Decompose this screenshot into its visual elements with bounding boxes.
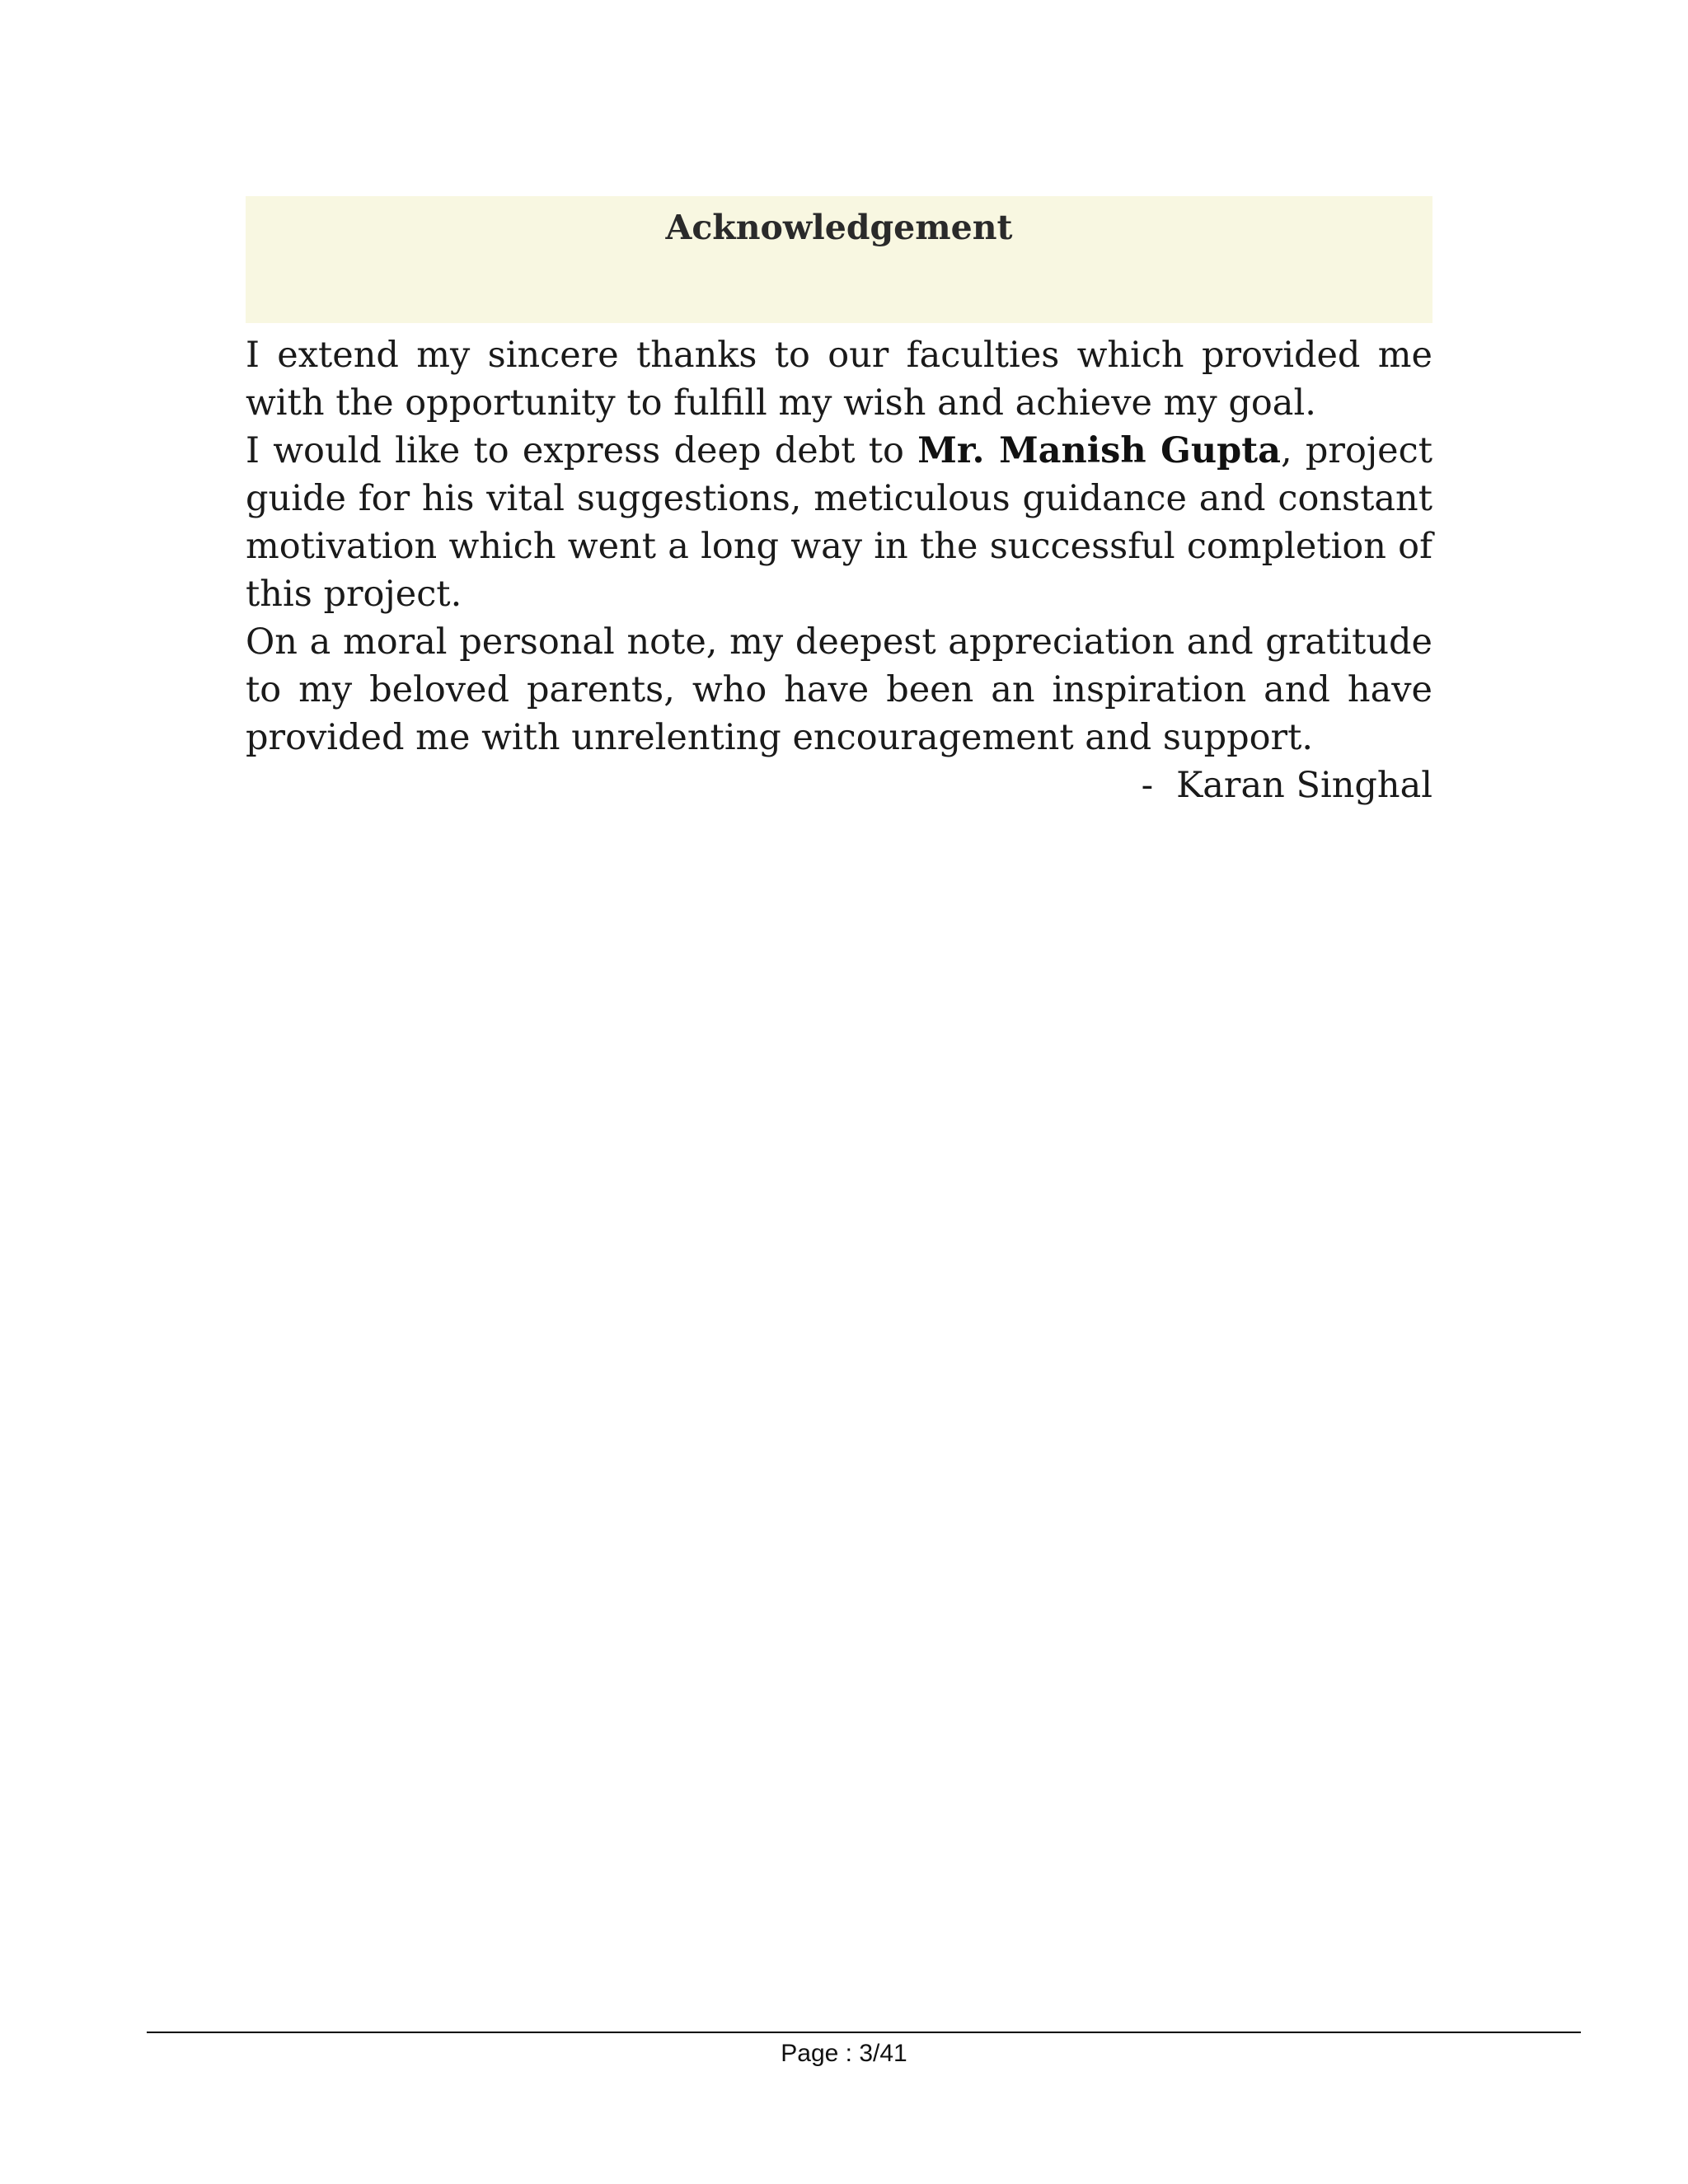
- paragraph-project-guide-intro: I would like to express deep debt to: [246, 430, 918, 471]
- footer-divider: [147, 2032, 1581, 2033]
- signature-dash: -: [1141, 765, 1154, 806]
- signature-name: Karan Singhal: [1176, 765, 1432, 806]
- acknowledgement-section: [246, 196, 1432, 809]
- heading-banner: [246, 196, 1432, 323]
- guide-name: Mr. Manish Gupta: [917, 430, 1281, 471]
- page-title: Acknowledgement: [665, 208, 1013, 247]
- acknowledgement-body: [246, 331, 1432, 809]
- signature: [246, 762, 1432, 809]
- page-number: Page : 3/41: [781, 2040, 907, 2067]
- paragraph-project-guide-rest: , project guide for his vital suggestions, meticulous guidance and constant motivation which went a long way in the successful completion of this project.: [246, 430, 1432, 615]
- paragraph-project-guide: [246, 427, 1432, 618]
- paragraph-thanks-faculties: I extend my sincere thanks to our faculties which provided me with the opportunity to fulfill my wish and achieve my goal.: [246, 335, 1432, 424]
- paragraph-parents: On a moral personal note, my deepest appreciation and gratitude to my beloved parents, who have been an inspiration and have provided me with unrelenting encouragement and support.: [246, 621, 1432, 758]
